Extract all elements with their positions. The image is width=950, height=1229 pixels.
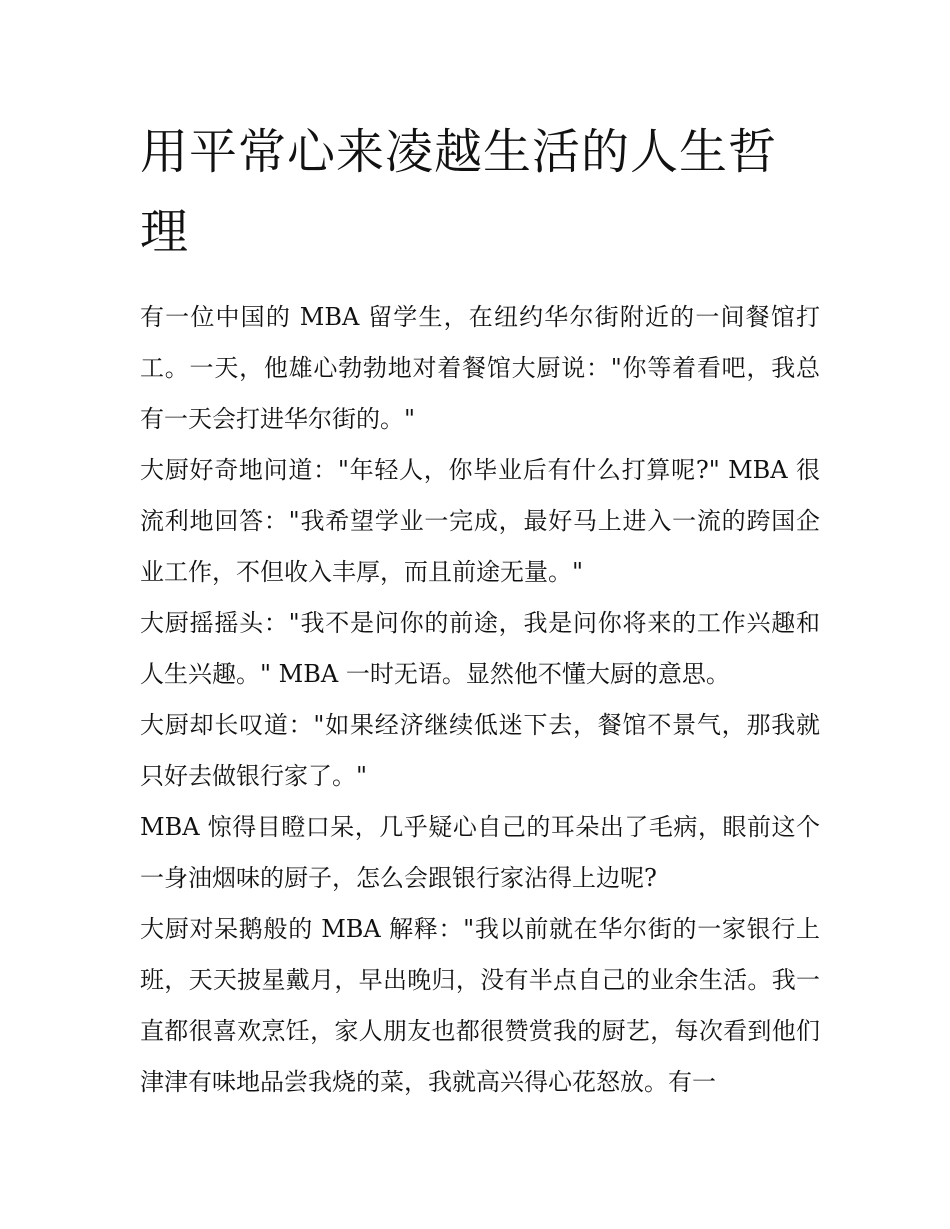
paragraph-3: 大厨摇摇头："我不是问你的前途，我是问你将来的工作兴趣和人生兴趣。" MBA 一时无语。显然他不懂大厨的意思。 — [140, 609, 820, 688]
paragraph-4: 大厨却长叹道："如果经济继续低迷下去，餐馆不景气，那我就只好去做银行家了。" — [140, 711, 820, 790]
document-title: 用平常心来凌越生活的人生哲理 — [140, 124, 778, 260]
paragraph-2: 大厨好奇地问道："年轻人，你毕业后有什么打算呢?" MBA 很流利地回答："我希望学业一完成，最好马上进入一流的跨国企业工作，不但收入丰厚，而且前途无量。" — [140, 456, 820, 586]
document-page — [140, 112, 820, 1108]
paragraph-5: MBA 惊得目瞪口呆，几乎疑心自己的耳朵出了毛病，眼前这个一身油烟味的厨子，怎么会跟银行家沾得上边呢? — [140, 813, 820, 892]
paragraph-6: 大厨对呆鹅般的 MBA 解释："我以前就在华尔街的一家银行上班，天天披星戴月，早出晚归，没有半点自己的业余生活。我一直都很喜欢烹饪，家人朋友也都很赞赏我的厨艺，每次看到他们津津有味地品尝我烧的菜，我就高兴得心花怒放。有一 — [140, 915, 820, 1096]
paragraph-1: 有一位中国的 MBA 留学生，在纽约华尔街附近的一间餐馆打工。一天，他雄心勃勃地对着餐馆大厨说："你等着看吧，我总有一天会打进华尔街的。" — [140, 303, 820, 433]
